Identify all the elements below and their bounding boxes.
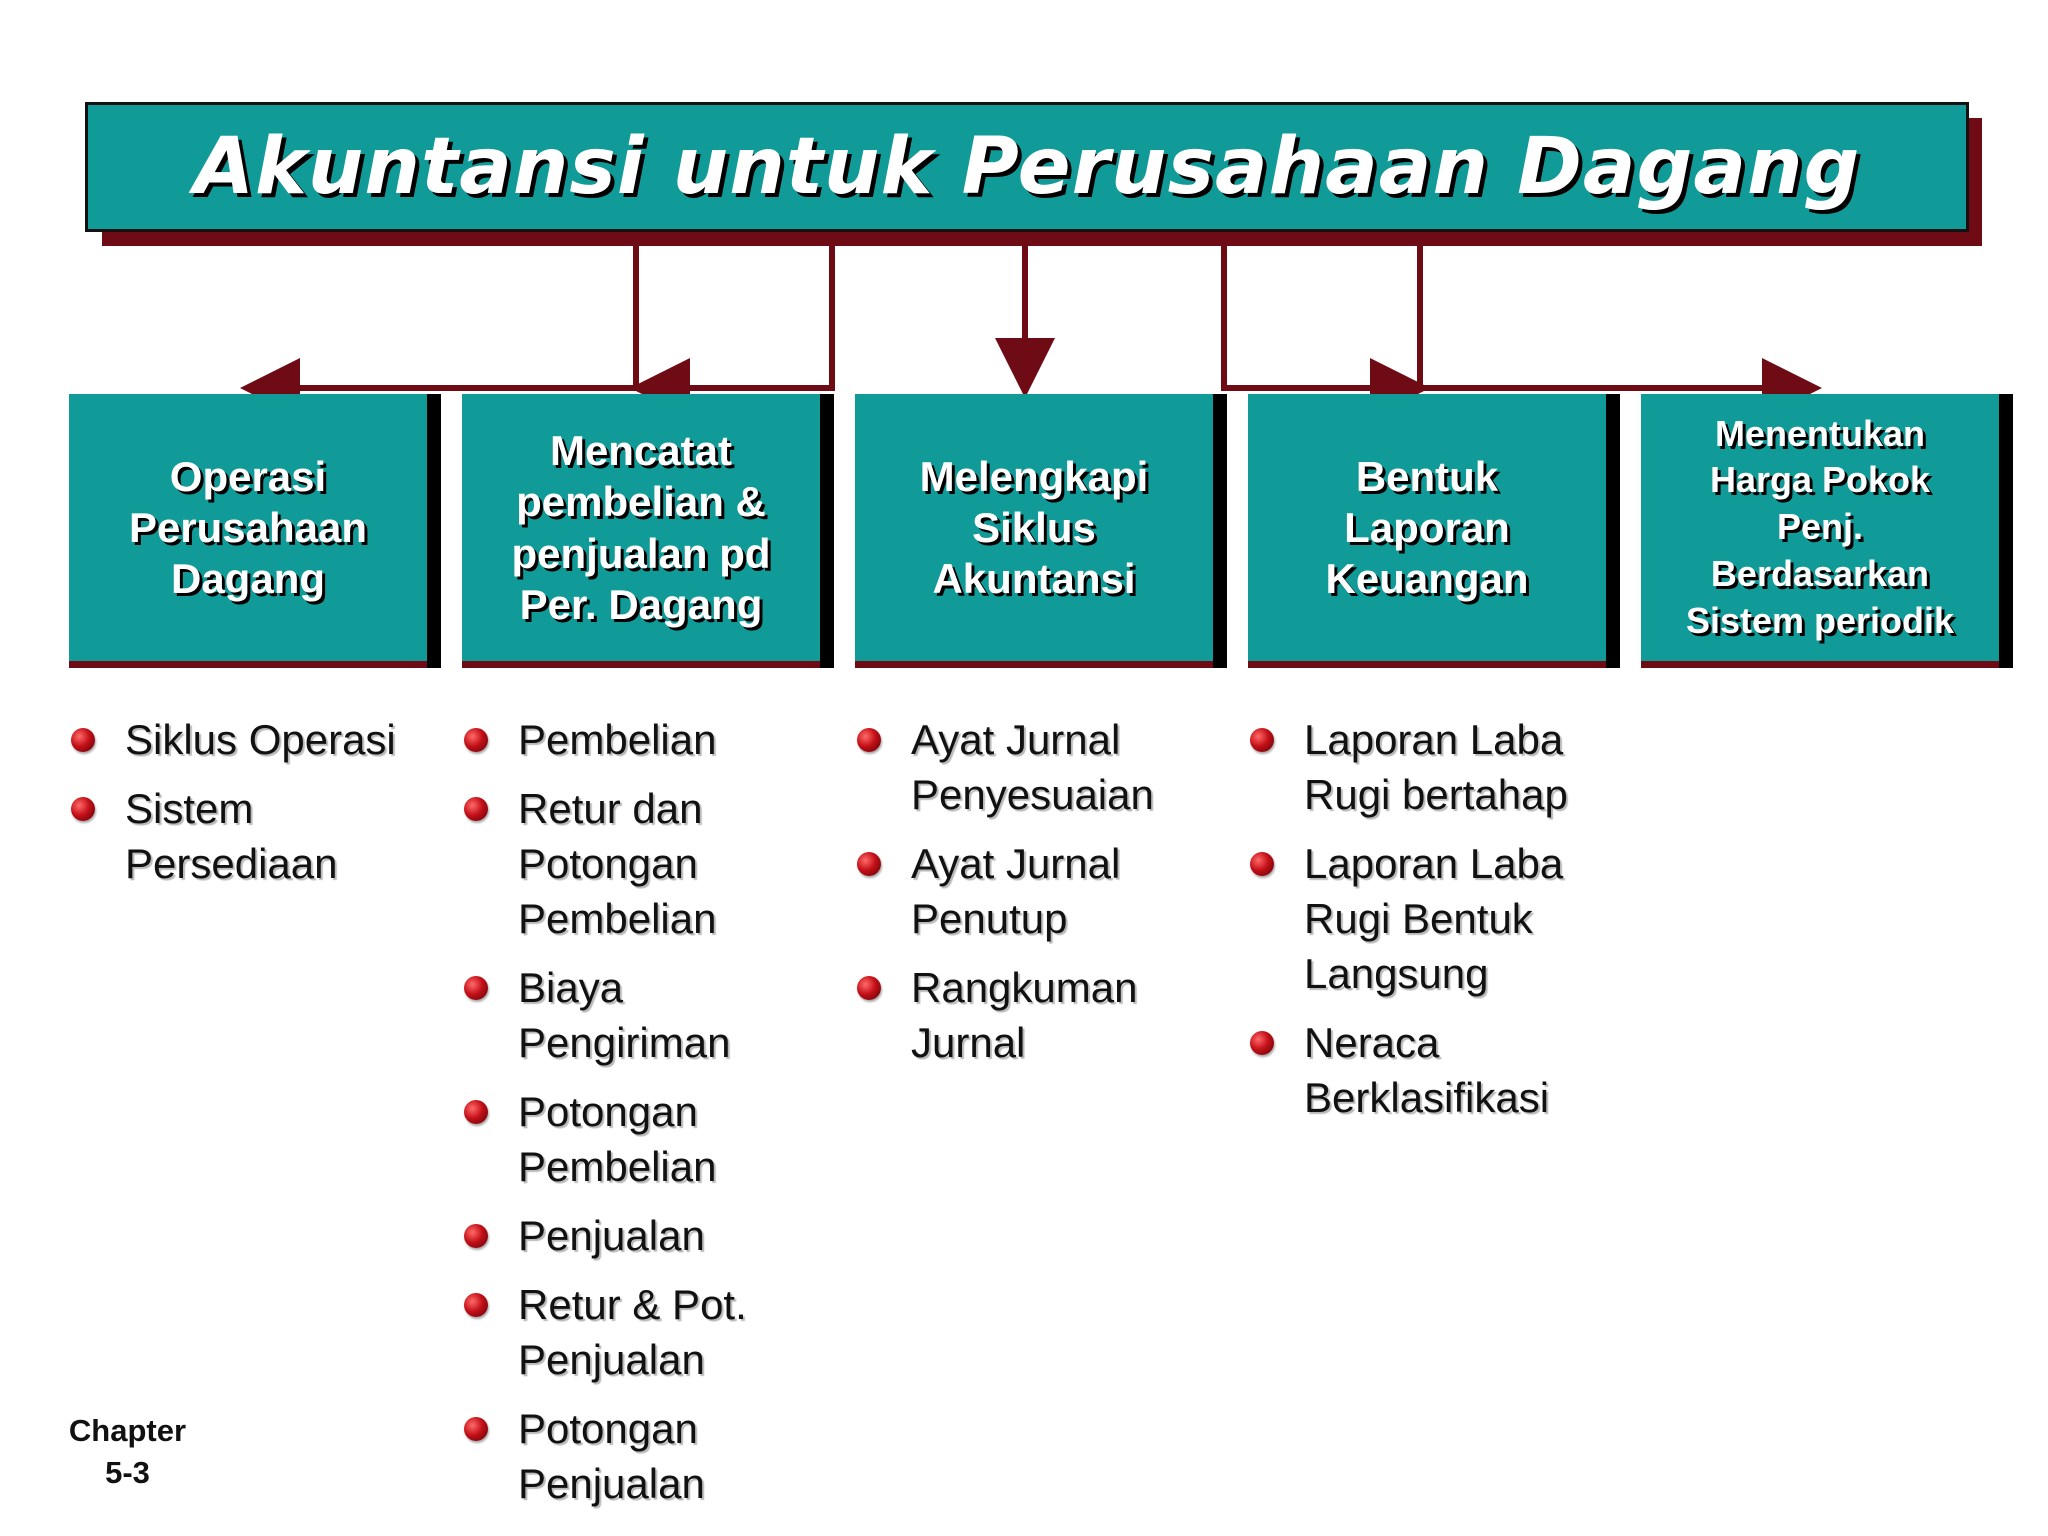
box-label: Mencatat pembelian & penjualan pd Per. Dagang bbox=[511, 427, 771, 628]
list-melengkapi bbox=[857, 712, 1227, 1084]
list-item: Retur & Pot. Penjualan bbox=[464, 1277, 834, 1387]
bullet-icon bbox=[71, 797, 95, 821]
box-label: Menentukan Harga Pokok Penj. Berdasarkan Sistem periodik bbox=[1685, 412, 1955, 641]
connector-to-box-1 bbox=[252, 246, 636, 388]
box-label: Operasi Perusahaan Dagang bbox=[128, 452, 368, 603]
bullet-icon bbox=[464, 797, 488, 821]
bullet-icon bbox=[1250, 852, 1274, 876]
list-bentuk bbox=[1250, 712, 1620, 1139]
connector-to-box-2 bbox=[642, 246, 832, 388]
list-item: Potongan Pembelian bbox=[464, 1084, 834, 1194]
list-mencatat bbox=[464, 712, 834, 1525]
list-item: Laporan Laba Rugi bertahap bbox=[1250, 712, 1620, 822]
bullet-icon bbox=[1250, 728, 1274, 752]
bullet-icon bbox=[857, 728, 881, 752]
box-bentuk bbox=[1248, 394, 1606, 668]
bullet-icon bbox=[464, 1100, 488, 1124]
list-operasi bbox=[71, 712, 441, 905]
list-item: Ayat Jurnal Penyesuaian bbox=[857, 712, 1227, 822]
bullet-icon bbox=[71, 728, 95, 752]
bullet-icon bbox=[464, 976, 488, 1000]
bullet-icon bbox=[857, 852, 881, 876]
connector-to-box-4 bbox=[1224, 246, 1418, 388]
bullet-icon bbox=[464, 1417, 488, 1441]
connector-to-box-5 bbox=[1420, 246, 1810, 388]
bullet-icon bbox=[464, 1293, 488, 1317]
list-item: Laporan Laba Rugi Bentuk Langsung bbox=[1250, 836, 1620, 1001]
box-operasi bbox=[69, 394, 427, 668]
list-item: Potongan Penjualan bbox=[464, 1401, 834, 1511]
page-title: Akuntansi untuk Perusahaan Dagang bbox=[193, 122, 1861, 212]
list-item: Retur dan Potongan Pembelian bbox=[464, 781, 834, 946]
list-item: Biaya Pengiriman bbox=[464, 960, 834, 1070]
list-item: Pembelian bbox=[464, 712, 834, 767]
list-item: Siklus Operasi bbox=[71, 712, 441, 767]
list-item: Penjualan bbox=[464, 1208, 834, 1263]
box-label: Bentuk Laporan Keuangan bbox=[1325, 452, 1529, 603]
list-item: Rangkuman Jurnal bbox=[857, 960, 1227, 1070]
bullet-icon bbox=[464, 1224, 488, 1248]
box-menentukan bbox=[1641, 394, 1999, 668]
list-item: Neraca Berklasifikasi bbox=[1250, 1015, 1620, 1125]
box-mencatat bbox=[462, 394, 820, 668]
chapter-label: Chapter 5-3 bbox=[68, 1413, 187, 1490]
box-melengkapi bbox=[855, 394, 1213, 668]
bullet-icon bbox=[464, 728, 488, 752]
list-item: Sistem Persediaan bbox=[71, 781, 441, 891]
bullet-icon bbox=[857, 976, 881, 1000]
box-label: Melengkapi Siklus Akuntansi bbox=[919, 452, 1149, 603]
bullet-icon bbox=[1250, 1031, 1274, 1055]
list-item: Ayat Jurnal Penutup bbox=[857, 836, 1227, 946]
